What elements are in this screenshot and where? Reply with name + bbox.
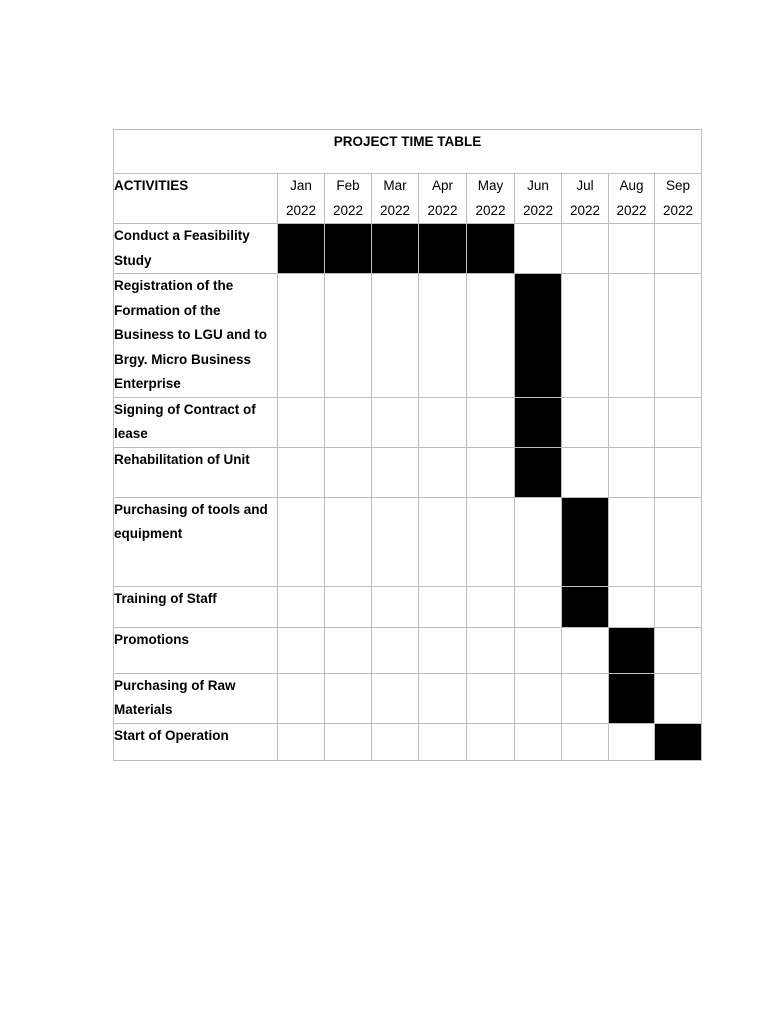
month-header-feb [325, 174, 372, 224]
timeline-cell [562, 627, 609, 673]
timeline-cell [515, 586, 562, 627]
year-label: 2022 [616, 202, 647, 218]
activity-label: Rehabilitation of Unit [114, 447, 278, 497]
timeline-cell-filled [609, 673, 655, 723]
month-header-apr [419, 174, 467, 224]
table-row [114, 497, 702, 586]
header-row [114, 174, 702, 224]
timeline-cell [655, 497, 702, 586]
timeline-cell [515, 627, 562, 673]
timeline-cell [278, 447, 325, 497]
timeline-cell [278, 586, 325, 627]
timeline-cell [419, 723, 467, 760]
timeline-cell [609, 586, 655, 627]
timeline-cell [467, 497, 515, 586]
timeline-cell [562, 447, 609, 497]
timeline-cell [609, 397, 655, 447]
month-header-mar [372, 174, 419, 224]
timeline-cell [325, 447, 372, 497]
table-row [114, 673, 702, 723]
timeline-cell [325, 627, 372, 673]
timeline-cell [467, 397, 515, 447]
project-time-table [113, 129, 702, 761]
year-label: 2022 [285, 202, 317, 218]
timeline-cell [609, 723, 655, 760]
timeline-cell [278, 627, 325, 673]
timeline-cell [325, 586, 372, 627]
table-row [114, 447, 702, 497]
timeline-cell [562, 224, 609, 274]
timeline-cell-filled [609, 627, 655, 673]
table-body [114, 130, 702, 761]
timeline-cell-filled [515, 447, 562, 497]
timeline-cell [419, 397, 467, 447]
year-label: 2022 [427, 202, 458, 218]
timeline-cell-filled [278, 224, 325, 274]
timeline-cell [655, 586, 702, 627]
timeline-cell [562, 397, 609, 447]
timeline-cell [467, 627, 515, 673]
month-label: Apr [431, 178, 453, 193]
timeline-cell [419, 673, 467, 723]
title-row [114, 130, 702, 174]
activity-label: Promotions [114, 627, 278, 673]
month-header-sep [655, 174, 702, 224]
table-row [114, 723, 702, 760]
timeline-cell [609, 274, 655, 398]
table-title: PROJECT TIME TABLE [114, 130, 702, 174]
month-label: Aug [619, 178, 644, 193]
timeline-cell [372, 397, 419, 447]
month-header-jan [278, 174, 325, 224]
month-header-jul [562, 174, 609, 224]
timeline-cell [372, 274, 419, 398]
month-label: Jul [576, 178, 594, 193]
year-label: 2022 [569, 202, 601, 218]
timeline-cell [372, 447, 419, 497]
month-label: Feb [336, 178, 360, 193]
timeline-cell [609, 447, 655, 497]
timeline-cell [515, 497, 562, 586]
timeline-cell-filled [515, 274, 562, 398]
month-label: Sep [665, 178, 691, 193]
timeline-cell [609, 497, 655, 586]
timeline-cell [655, 627, 702, 673]
activity-label: Start of Operation [114, 723, 278, 760]
timeline-cell [325, 274, 372, 398]
year-label: 2022 [475, 202, 506, 218]
timeline-cell-filled [655, 723, 702, 760]
timeline-cell [278, 274, 325, 398]
activity-label: Registration of the Formation of the Business to LGU and to Brgy. Micro Business Enterprise [114, 274, 278, 398]
year-label: 2022 [332, 202, 364, 218]
timeline-cell-filled [562, 497, 609, 586]
year-label: 2022 [662, 202, 694, 218]
table-row [114, 586, 702, 627]
timeline-cell [419, 274, 467, 398]
timeline-cell [655, 397, 702, 447]
timeline-cell [655, 274, 702, 398]
timeline-cell [419, 627, 467, 673]
timeline-cell [655, 224, 702, 274]
timeline-cell [467, 673, 515, 723]
timeline-cell [372, 673, 419, 723]
timeline-cell [467, 447, 515, 497]
activity-label: Signing of Contract of lease [114, 397, 278, 447]
timeline-cell [562, 723, 609, 760]
year-label: 2022 [522, 202, 554, 218]
timeline-cell [515, 224, 562, 274]
month-label: Jun [527, 178, 549, 193]
activity-label: Purchasing of tools and equipment [114, 497, 278, 586]
table-row [114, 627, 702, 673]
timeline-cell [467, 586, 515, 627]
timeline-cell [325, 723, 372, 760]
timeline-cell [372, 586, 419, 627]
month-header-jun [515, 174, 562, 224]
activity-label: Purchasing of Raw Materials [114, 673, 278, 723]
timeline-cell [655, 673, 702, 723]
timeline-cell [372, 497, 419, 586]
month-label: Mar [383, 178, 407, 193]
timeline-cell [325, 397, 372, 447]
timeline-cell [419, 497, 467, 586]
month-header-may [467, 174, 515, 224]
timeline-cell-filled [515, 397, 562, 447]
timeline-cell [655, 447, 702, 497]
timeline-cell-filled [419, 224, 467, 274]
timeline-cell [372, 627, 419, 673]
timeline-cell [562, 274, 609, 398]
timeline-cell [467, 274, 515, 398]
month-label: Jan [290, 178, 312, 193]
activity-label: Conduct a Feasibility Study [114, 224, 278, 274]
table-row [114, 274, 702, 398]
timeline-cell [515, 673, 562, 723]
timeline-cell [278, 497, 325, 586]
timeline-cell [609, 224, 655, 274]
activity-label: Training of Staff [114, 586, 278, 627]
month-label: May [477, 178, 504, 193]
timeline-cell [325, 497, 372, 586]
timeline-cell-filled [467, 224, 515, 274]
timeline-cell [419, 447, 467, 497]
timeline-cell [278, 723, 325, 760]
timeline-cell-filled [372, 224, 419, 274]
activities-header: ACTIVITIES [114, 174, 278, 224]
timeline-cell [419, 586, 467, 627]
table-row [114, 224, 702, 274]
timeline-cell [372, 723, 419, 760]
timeline-cell [515, 723, 562, 760]
year-label: 2022 [379, 202, 411, 218]
timeline-cell-filled [562, 586, 609, 627]
table-row [114, 397, 702, 447]
timeline-cell-filled [325, 224, 372, 274]
timeline-cell [278, 673, 325, 723]
timeline-cell [278, 397, 325, 447]
month-header-aug [609, 174, 655, 224]
timeline-cell [325, 673, 372, 723]
timeline-cell [467, 723, 515, 760]
timeline-cell [562, 673, 609, 723]
